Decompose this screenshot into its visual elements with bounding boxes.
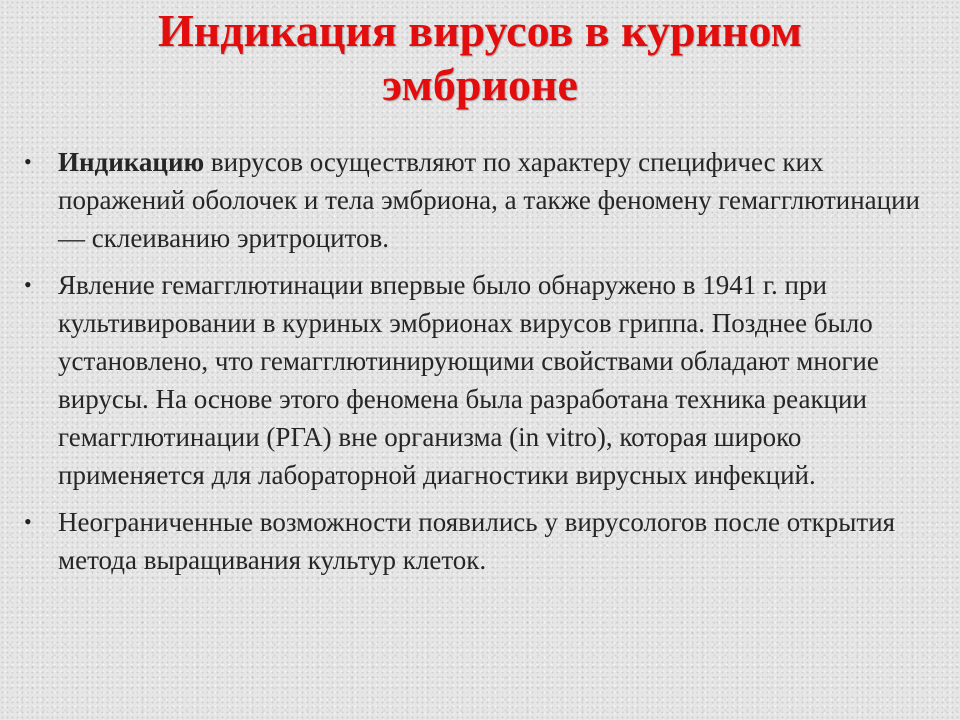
bullet-text: вирусов осуществляют по характеру специфичес ких поражений оболочек и тела эмбриона, а также феномену гемагглютинации — склеиванию эритроцитов. — [58, 147, 921, 253]
bullet-lead-bold: Индикацию — [58, 147, 205, 177]
bullet-item-cell-cultures — [22, 503, 937, 579]
bullet-item-hemagglutination — [22, 266, 937, 494]
bullet-marker: • — [24, 509, 32, 534]
bullet-marker: • — [24, 149, 32, 174]
bullet-item-indication — [22, 143, 937, 257]
bullet-marker: • — [24, 272, 32, 297]
bullet-list — [22, 143, 937, 579]
bullet-text: Неограниченные возможности появились у вирусологов после открытия метода выращивания культур клеток. — [58, 507, 896, 575]
slide-title: Индикация вирусов в курином эмбрионе — [157, 5, 803, 110]
bullet-text: Явление гемагглютинации впервые было обнаружено в 1941 г. при культивировании в куриных эмбрионах вирусов гриппа. Позднее было установлено, что гемагглютинирующими свойствами обладают многие вирусы. На основе этого феномена была разработана техника реакции гемагглютинации (РГА) вне организма (in vitro), которая широко применяется для лабораторной диагностики вирусных инфекций. — [58, 270, 879, 490]
